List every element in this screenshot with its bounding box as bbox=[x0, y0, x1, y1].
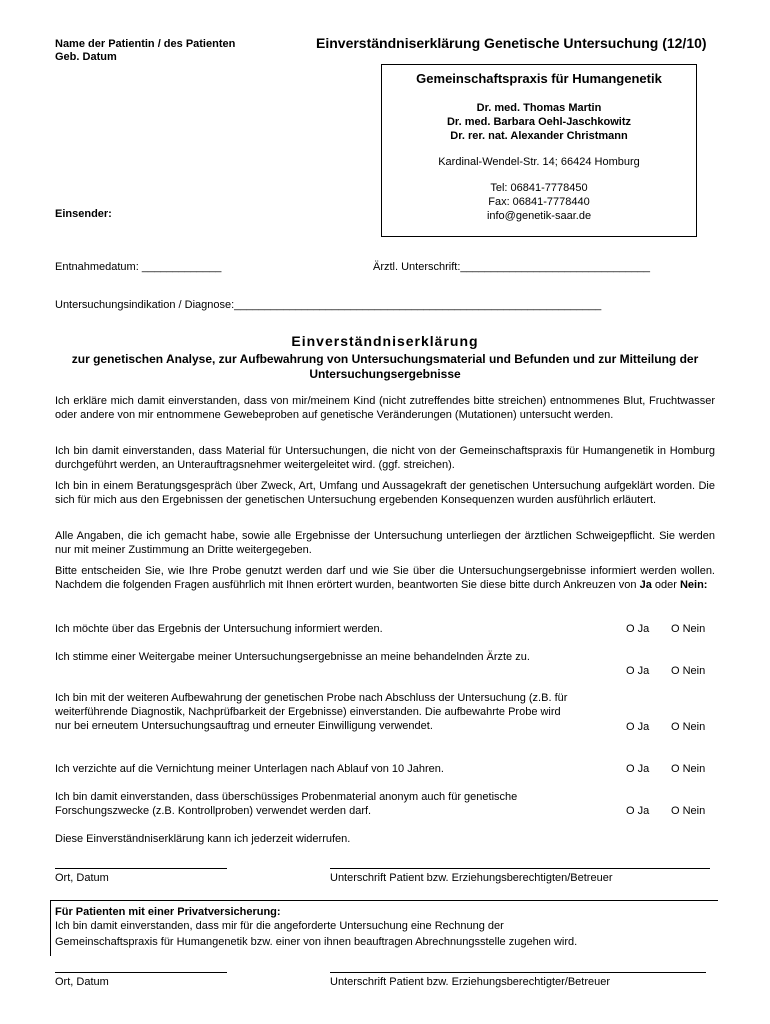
practice-phone: Tel: 06841-7778450 bbox=[490, 182, 588, 194]
consent-paragraph-2: Ich bin damit einverstanden, dass Material für Untersuchungen, die nicht von der Gemeinschaftspraxis für Humangenetik in Homburg durchgeführt werden, an Unterauftragsnehmer weitergeleitet wird. (ggf. streichen). bbox=[55, 445, 715, 471]
collection-date-field[interactable]: Entnahmedatum: _____________ bbox=[55, 261, 222, 273]
question-1-yes[interactable]: O Ja bbox=[626, 623, 650, 635]
question-2-no[interactable]: O Nein bbox=[671, 665, 706, 677]
practice-email: info@genetik-saar.de bbox=[486, 210, 592, 222]
place-date-line-2[interactable] bbox=[55, 972, 227, 973]
place-date-label-1: Ort, Datum bbox=[55, 872, 109, 884]
doctor-2: Dr. med. Barbara Oehl-Jaschkowitz bbox=[446, 116, 631, 128]
practice-stamp-box bbox=[381, 64, 697, 237]
place-date-line-1[interactable] bbox=[55, 868, 227, 869]
instruction-oder: oder bbox=[651, 579, 680, 591]
birth-date-label: Geb. Datum bbox=[55, 51, 117, 63]
doctor-signature-field[interactable]: Ärztl. Unterschrift:_______________________________ bbox=[373, 261, 651, 273]
doctor-3: Dr. rer. nat. Alexander Christmann bbox=[450, 130, 628, 142]
question-3-no[interactable]: O Nein bbox=[671, 721, 706, 733]
place-date-label-2: Ort, Datum bbox=[55, 976, 109, 988]
form-title: Einverständniserklärung Genetische Untersuchung (12/10) bbox=[316, 35, 707, 51]
consent-subheading: zur genetischen Analyse, zur Aufbewahrung von Untersuchungsmaterial und Befunden und zur Mitteilung der Untersuchungsergebnisse bbox=[71, 352, 699, 381]
instruction-text: Bitte entscheiden Sie, wie Ihre Probe genutzt werden darf und wie Sie über die Untersuchungsergebnisse informiert werden wollen. Nachdem die folgenden Fragen ausführlich mit Ihnen erörtert wurden, beantworten Sie diese bitte durch Ankreuzen von bbox=[55, 565, 715, 591]
signature-label-2: Unterschrift Patient bzw. Erziehungsberechtigter/Betreuer bbox=[330, 976, 611, 988]
question-4-yes[interactable]: O Ja bbox=[626, 763, 650, 775]
private-insurance-box bbox=[50, 900, 718, 956]
question-5-text: Ich bin damit einverstanden, dass überschüssiges Probenmaterial anonym auch für genetische Forschungszwecke (z.B. Kontrollproben) verwendet werden darf. bbox=[55, 791, 518, 817]
consent-heading: Einverständniserklärung bbox=[291, 333, 479, 349]
question-2-yes[interactable]: O Ja bbox=[626, 665, 650, 677]
signature-line-1[interactable] bbox=[330, 868, 710, 869]
question-1-no[interactable]: O Nein bbox=[671, 623, 706, 635]
instruction-nein: Nein: bbox=[679, 579, 708, 591]
private-insurance-text-2: Gemeinschaftspraxis für Humangenetik bzw. einer von ihnen beauftragen Abrechnungsstelle zugehen wird. bbox=[55, 936, 578, 948]
doctor-1: Dr. med. Thomas Martin bbox=[476, 102, 602, 114]
question-3-text: Ich bin mit der weiteren Aufbewahrung der genetischen Probe nach Abschluss der Untersuchung (z.B. für weiterführende Diagnostik, Nachprüfbarkeit der Ergebnisse) einverstanden. Die aufbewahrte Probe wird nur bei erneutem Untersuchungsauftrag und erneuter Einwilligung verwendet. bbox=[55, 692, 568, 732]
practice-name: Gemeinschaftspraxis für Humangenetik bbox=[416, 71, 662, 86]
patient-name-label: Name der Patientin / des Patienten bbox=[55, 38, 236, 50]
signature-label-1: Unterschrift Patient bzw. Erziehungsberechtigten/Betreuer bbox=[330, 872, 613, 884]
private-insurance-heading: Für Patienten mit einer Privatversicherung: bbox=[55, 906, 281, 918]
practice-fax: Fax: 06841-7778440 bbox=[488, 196, 590, 208]
question-5-yes[interactable]: O Ja bbox=[626, 805, 650, 817]
question-2-text: Ich stimme einer Weitergabe meiner Untersuchungsergebnisse an meine behandelnden Ärzte zu. bbox=[55, 651, 530, 663]
instruction-ja: Ja bbox=[639, 579, 652, 591]
sender-label: Einsender: bbox=[55, 208, 112, 220]
private-insurance-text-1: Ich bin damit einverstanden, dass mir für die angeforderte Untersuchung eine Rechnung der bbox=[55, 920, 504, 932]
signature-line-2[interactable] bbox=[330, 972, 706, 973]
practice-address: Kardinal-Wendel-Str. 14; 66424 Homburg bbox=[438, 156, 640, 168]
question-1-text: Ich möchte über das Ergebnis der Untersuchung informiert werden. bbox=[55, 623, 383, 635]
indication-field[interactable]: Untersuchungsindikation / Diagnose:____________________________________________________________ bbox=[55, 299, 602, 311]
question-4-text: Ich verzichte auf die Vernichtung meiner Unterlagen nach Ablauf von 10 Jahren. bbox=[55, 763, 444, 775]
question-4-no[interactable]: O Nein bbox=[671, 763, 706, 775]
question-3-yes[interactable]: O Ja bbox=[626, 721, 650, 733]
instruction-paragraph bbox=[55, 564, 715, 592]
question-5-no[interactable]: O Nein bbox=[671, 805, 706, 817]
consent-paragraph-3: Ich bin in einem Beratungsgespräch über Zweck, Art, Umfang und Aussagekraft der genetischen Untersuchung aufgeklärt worden. Die sich für mich aus den Ergebnissen der genetischen Untersuchung ergebenden Konsequenzen wurden ausführlich erläutert. bbox=[55, 480, 715, 506]
consent-paragraph-4: Alle Angaben, die ich gemacht habe, sowie alle Ergebnisse der Untersuchung unterliegen der ärztlichen Schweigepflicht. Sie werden nur mit meiner Zustimmung an Dritte weitergegeben. bbox=[55, 530, 715, 556]
consent-paragraph-1: Ich erkläre mich damit einverstanden, dass von mir/meinem Kind (nicht zutreffendes bitte streichen) entnommenes Blut, Fruchtwasser oder andere von mir entnommene Gewebeproben auf genetische Veränderungen (Mutationen) untersucht werden. bbox=[55, 395, 715, 421]
revoke-note: Diese Einverständniserklärung kann ich jederzeit widerrufen. bbox=[55, 833, 351, 845]
